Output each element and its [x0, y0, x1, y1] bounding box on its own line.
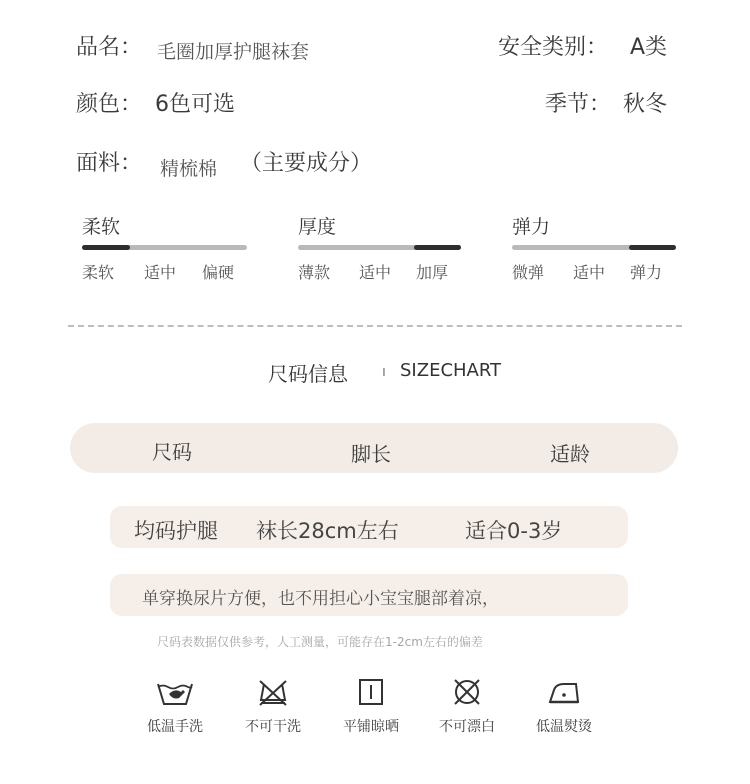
fabric-label: 面料：: [76, 151, 143, 176]
no-bleach-icon: [447, 676, 487, 708]
no-dry-clean-icon: [253, 676, 293, 708]
attribute-option: 微弹: [512, 263, 545, 282]
care-label: 低温手洗: [147, 719, 203, 735]
safety-value: A类: [630, 35, 668, 60]
size-section-separator: ı: [382, 364, 386, 380]
attribute-option: 弹力: [630, 263, 663, 282]
size-section-subtitle: SIZECHART: [400, 360, 502, 381]
low-iron-icon: [544, 676, 584, 708]
attribute-elasticity: [512, 212, 682, 287]
usage-note-text: 单穿换尿片方便，也不用担心小宝宝腿部着凉，: [142, 589, 499, 609]
header-foot-length: 脚长: [351, 442, 391, 466]
attribute-option: 薄款: [298, 263, 331, 282]
row-age: 适合0-3岁: [465, 519, 563, 543]
care-item-low-iron: [509, 676, 619, 736]
measurement-footnote: 尺码表数据仅供参考，人工测量，可能存在1-2cm左右的偏差: [157, 635, 483, 649]
dashed-divider: [68, 325, 682, 327]
season-label: 季节：: [545, 92, 612, 117]
size-table-row: [110, 506, 628, 548]
safety-label: 安全类别：: [498, 35, 609, 60]
header-size: 尺码: [152, 440, 192, 464]
attribute-bar: [512, 245, 676, 250]
attribute-softness: [82, 212, 252, 287]
name-label: 品名：: [76, 35, 143, 60]
color-value: 6色可选: [155, 92, 235, 117]
attribute-option: 适中: [573, 263, 606, 282]
season-value: 秋冬: [623, 92, 668, 117]
attribute-option: 加厚: [416, 263, 449, 282]
care-label: 低温熨烫: [536, 719, 592, 735]
attribute-title: 弹力: [512, 216, 551, 238]
attribute-title: 厚度: [298, 216, 337, 238]
size-section-title: 尺码信息: [268, 362, 348, 386]
fabric-note: （主要成分）: [240, 151, 373, 176]
attribute-option: 适中: [144, 263, 177, 282]
attribute-bar: [298, 245, 461, 250]
care-label: 不可干洗: [245, 719, 301, 735]
attribute-bar-fill: [82, 245, 130, 250]
dry-flat-shade-icon: [351, 676, 391, 708]
attribute-option: 适中: [359, 263, 392, 282]
attribute-option: 柔软: [82, 263, 115, 282]
row-size: 均码护腿: [134, 519, 218, 543]
care-item-no-dry-clean: [218, 676, 328, 736]
attribute-title: 柔软: [82, 216, 121, 238]
care-item-dry-flat: [316, 676, 426, 736]
care-item-hand-wash: [120, 676, 230, 736]
header-age: 适龄: [550, 442, 590, 466]
attribute-thickness: [298, 212, 468, 287]
attribute-option: 偏硬: [202, 263, 235, 282]
attribute-bar-fill: [414, 245, 461, 250]
row-length: 袜长28cm左右: [256, 519, 399, 543]
care-label: 平铺晾晒: [343, 719, 399, 735]
attribute-bar-fill: [629, 245, 676, 250]
attribute-bar: [82, 245, 247, 250]
care-item-no-bleach: [412, 676, 522, 736]
usage-note: [110, 574, 628, 616]
name-value: 毛圈加厚护腿袜套: [157, 41, 310, 63]
fabric-value: 精梳棉: [160, 158, 218, 180]
care-label: 不可漂白: [439, 719, 495, 735]
color-label: 颜色：: [76, 92, 143, 117]
hand-wash-icon: [155, 676, 195, 708]
size-table-header: [70, 423, 678, 473]
